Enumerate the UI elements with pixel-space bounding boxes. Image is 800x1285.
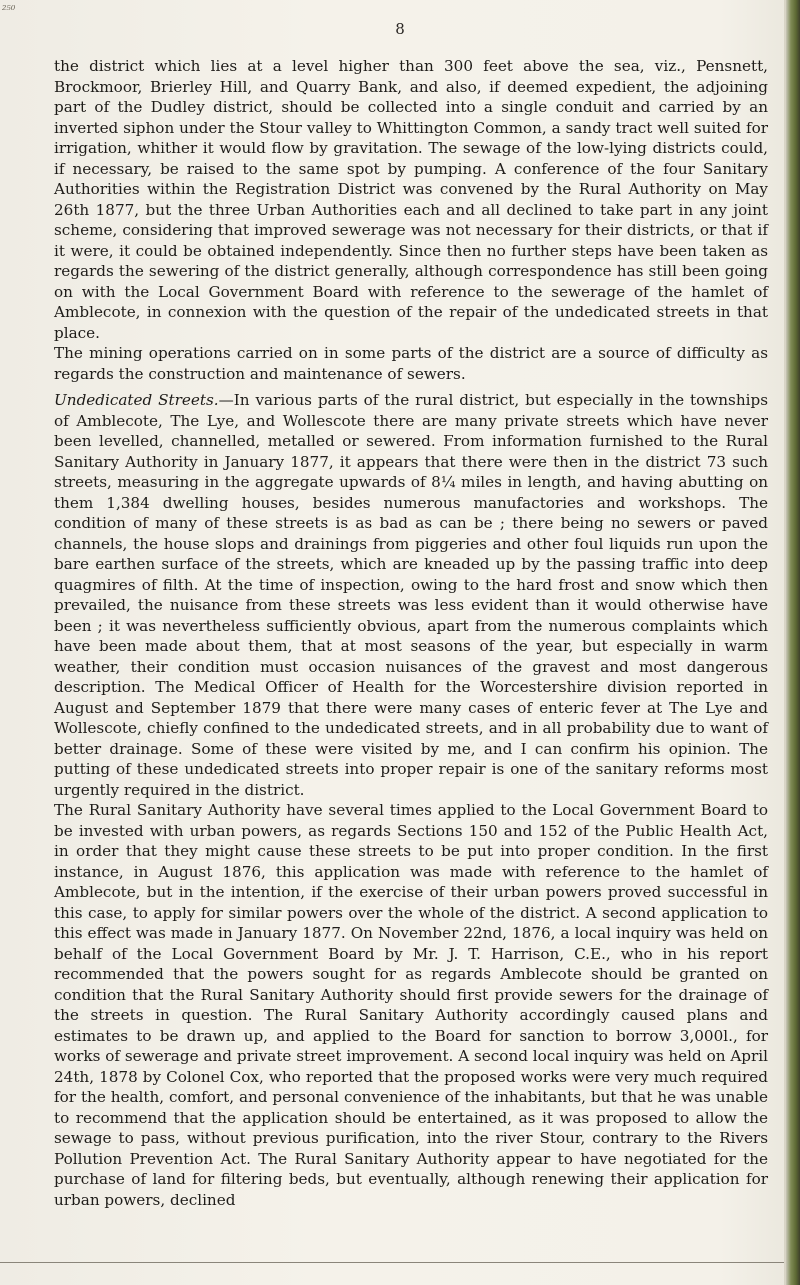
paragraph-undedicated-streets-body: —In various parts of the rural district, but especially in the townships of Amblecote, The Lye, and Wollescote there are many private streets which have never been levelled, channelled, metalled or sewered. From information furnished to the Rural Sanitary Authority in January 1877, it appears that there were then in the district 73 such streets, measuring in the aggregate upwards of 8¼ miles in length, and having abutting on them 1,384 dwelling houses, besides numerous manufactories and workshops. The condition of many of these streets is as bad as can be ; there being no sewers or paved channels, the house slops and drainings from piggeries and other foul liquids run upon the bare earthen surface of the streets, which are kneaded up by the passing traffic into deep quagmires of filth. At the time of inspection, owing to the hard frost and snow which then prevailed, the nuisance from these streets was less evident than it would otherwise have been ; it was nevertheless sufficiently obvious, apart from the numerous complaints which have been made about them, that at most seasons of the year, but especially in warm weather, their condition must occasion nuisances of the gravest and most dangerous description. The Medical Officer of Health for the Worcestershire division reported in August and September 1879 that there were many cases of enteric fever at The Lye and Wollescote, chiefly confined to the undedicated streets, and in all probability due to want of better drainage. Some of these were visited by me, and I can confirm his opinion. The putting of these undedicated streets into proper repair is one of the sanitary reforms most urgently required in the district.	[54, 391, 768, 799]
book-edge	[786, 0, 800, 1285]
paragraph-mining: The mining operations carried on in some parts of the district are a source of difficulty as regards the construction and maintenance of sewers.	[54, 344, 768, 383]
page-number: 8	[395, 20, 405, 38]
corner-mark: ₂₅₀	[2, 0, 16, 13]
paragraph-undedicated-streets	[54, 390, 768, 800]
bottom-edge-line	[0, 1262, 800, 1263]
body-text	[54, 56, 768, 1210]
section-heading-undedicated-streets: Undedicated Streets.	[54, 391, 219, 409]
paragraph-sewerage: the district which lies at a level higher than 300 feet above the sea, viz., Pensnett, Brockmoor, Brierley Hill, and Quarry Bank, and also, if deemed expedient, the adjoining part of the Dudley district, should be collected into a single conduit and carried by an inverted siphon under the Stour valley to Whittington Common, a sandy tract well suited for irrigation, whither it would flow by gravitation. The sewage of the low-lying districts could, if necessary, be raised to the same spot by pumping. A conference of the four Sanitary Authorities within the Registration District was convened by the Rural Authority on May 26th 1877, but the three Urban Authorities each and all declined to take part in any joint scheme, considering that improved sewerage was not necessary for their districts, or that if it were, it could be obtained independently. Since then no further steps have been taken as regards the sewering of the district generally, although correspondence has still been going on with the Local Government Board with reference to the sewerage of the hamlet of Amblecote, in connexion with the question of the repair of the undedicated streets in that place.	[54, 57, 768, 342]
paragraph-urban-powers: The Rural Sanitary Authority have several times applied to the Local Government Board to be invested with urban powers, as regards Sections 150 and 152 of the Public Health Act, in order that they might cause these streets to be put into proper condition. In the first instance, in August 1876, this application was made with reference to the hamlet of Amblecote, but in the intention, if the exercise of their urban powers proved successful in this case, to apply for similar powers over the whole of the district. A second application to this effect was made in January 1877. On November 22nd, 1876, a local inquiry was held on behalf of the Local Government Board by Mr. J. T. Harrison, C.E., who in his report recommended that the powers sought for as regards Amblecote should be granted on condition that the Rural Sanitary Authority should first provide sewers for the drainage of the streets in question. The Rural Sanitary Authority accordingly caused plans and estimates to be drawn up, and applied to the Board for sanction to borrow 3,000l., for works of sewerage and private street improvement. A second local inquiry was held on April 24th, 1878 by Colonel Cox, who reported that the proposed works were very much required for the health, comfort, and personal convenience of the inhabitants, but that he was unable to recommend that the application should be entertained, as it was proposed to allow the sewage to pass, without previous purification, into the river Stour, contrary to the Rivers Pollution Prevention Act. The Rural Sanitary Authority appear to have negotiated for the purchase of land for filtering beds, but eventually, although renewing their application for urban powers, declined	[54, 801, 768, 1209]
